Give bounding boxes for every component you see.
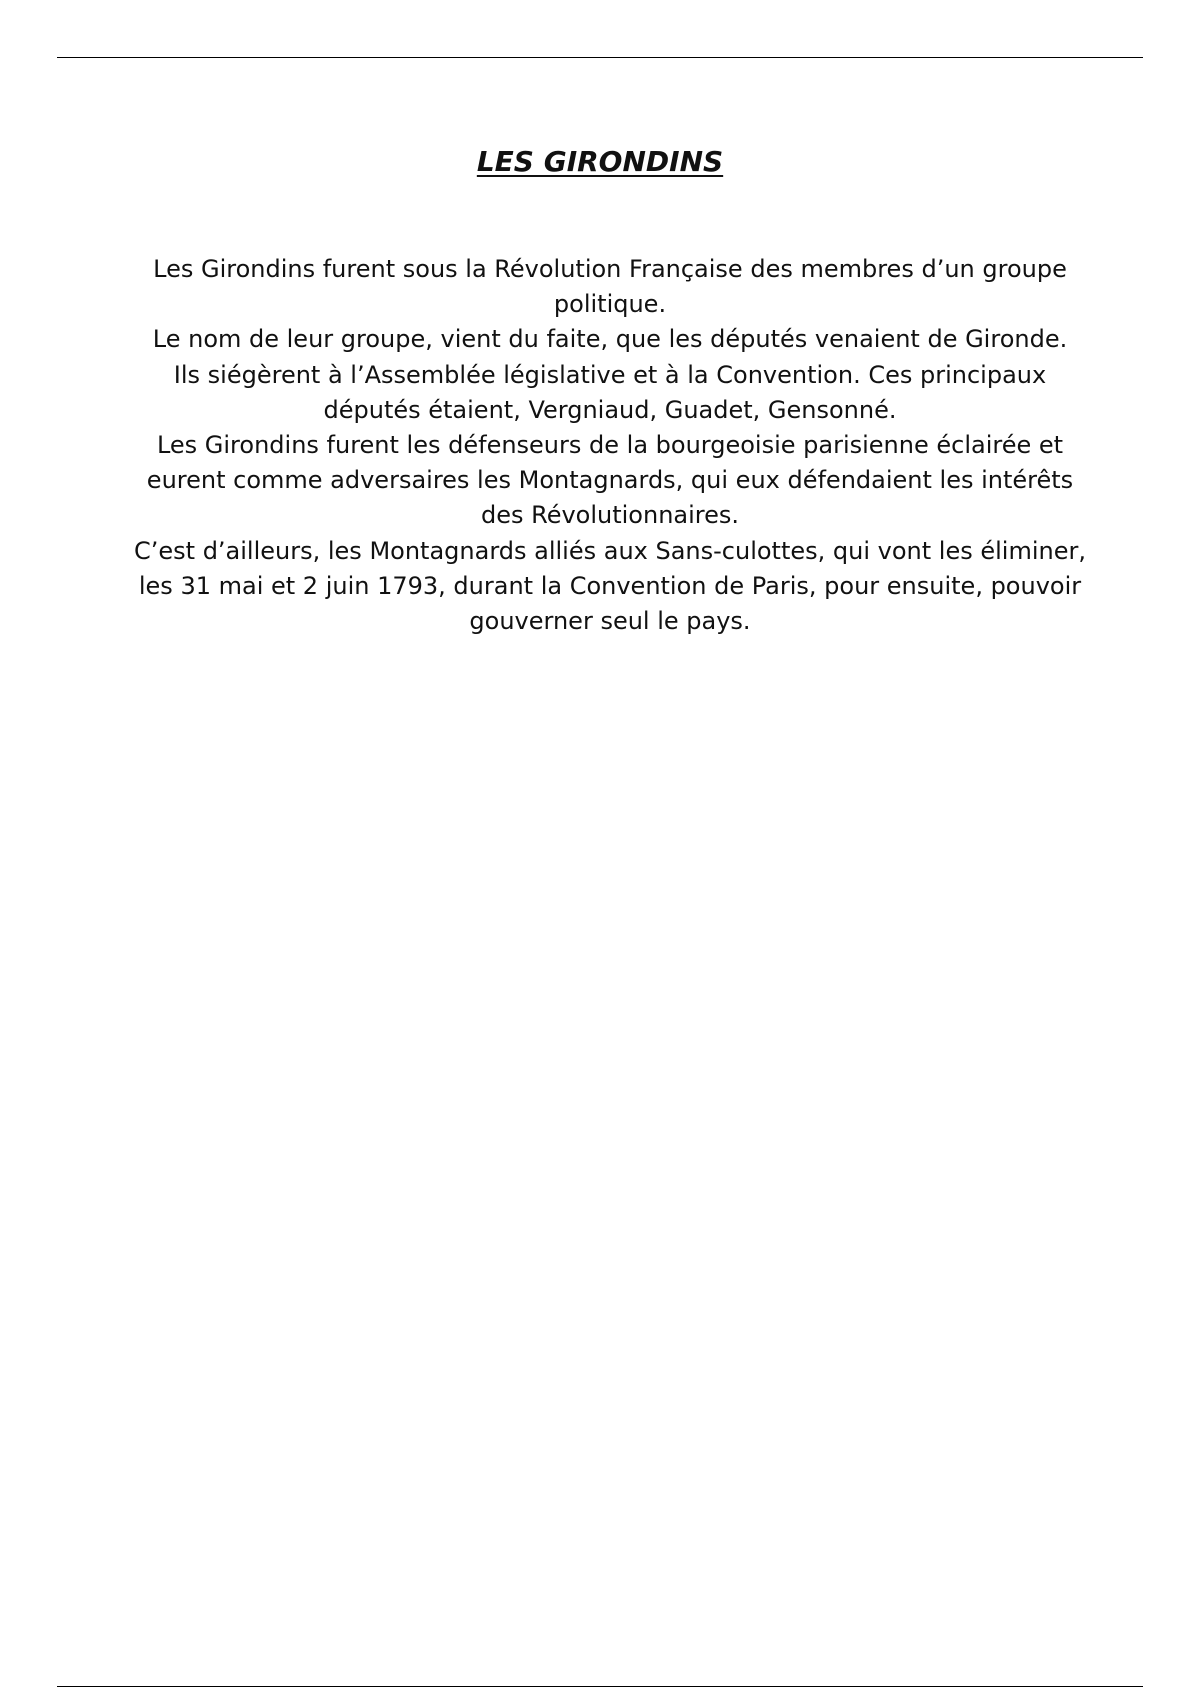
paragraph-1: Les Girondins furent sous la Révolution Française des membres d’un groupe politique. [153, 255, 1067, 319]
document-title: LES GIRONDINS [476, 145, 724, 178]
paragraph-3: Ils siégèrent à l’Assemblée législative et à la Convention. Ces principaux députés étaient, Vergniaud, Guadet, Gensonné. [173, 360, 1047, 424]
paragraph-5: C’est d’ailleurs, les Montagnards alliés aux Sans-culottes, qui vont les éliminer, les 31 mai et 2 juin 1793, durant la Convention de Paris, pour ensuite, pouvoir gouverner seul le pays. [134, 536, 1086, 636]
bottom-divider [57, 1686, 1143, 1687]
paragraph-4: Les Girondins furent les défenseurs de la bourgeoisie parisienne éclairée et eurent comme adversaires les Montagnards, qui eux défendaient les intérêts des Révolutionnaires. [146, 431, 1074, 530]
top-divider [57, 57, 1143, 58]
document-body [130, 252, 1090, 639]
paragraph-2: Le nom de leur groupe, vient du faite, que les députés venaient de Gironde. [152, 325, 1068, 354]
